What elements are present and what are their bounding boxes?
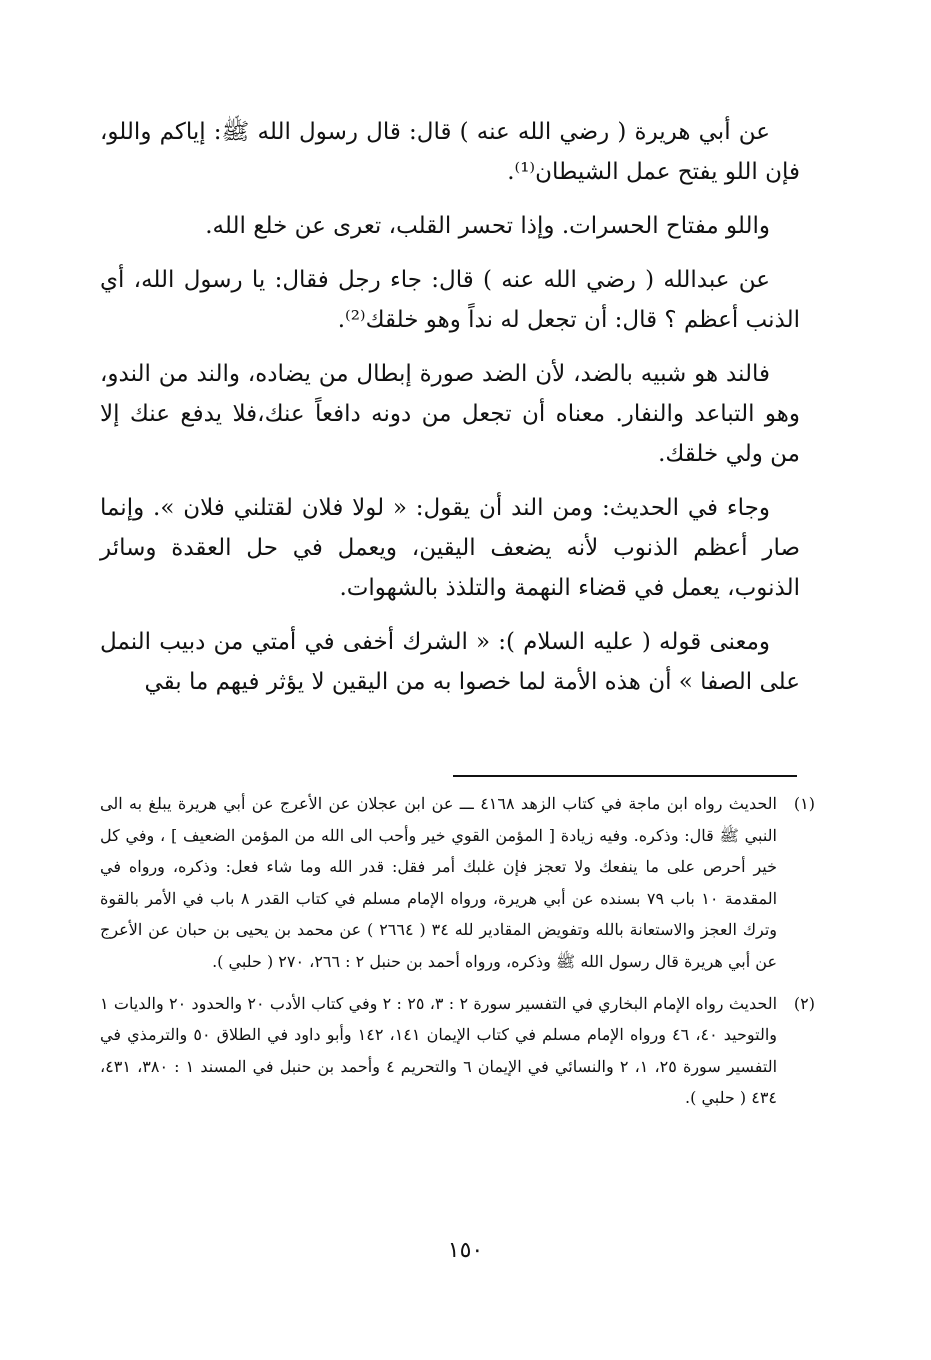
footnote-number: (١): [793, 794, 815, 813]
paragraph-6: ومعنى قوله ( عليه السلام ): « الشرك أخفى في أمتي من دبيب النمل على الصفا » أن هذه الأمة لما خصوا به من اليقين لا يؤثر فيهم ما بقي: [100, 629, 800, 695]
paragraph-2: واللو مفتاح الحسرات. وإذا تحسر القلب، تعرى عن خلع الله.: [205, 213, 770, 239]
paragraph-1: عن أبي هريرة ( رضي الله عنه ) قال: قال رسول الله ﷺ: إياكم واللو، فإن اللو يفتح عمل الشيطان⁽¹⁾.: [100, 119, 800, 185]
paragraph-3: عن عبدالله ( رضي الله عنه ) قال: جاء رجل فقال: يا رسول الله، أي الذنب أعظم ؟ قال: أن تجعل له نداً وهو خلقك⁽²⁾.: [100, 267, 800, 333]
footnote-text: الحديث رواه الإمام البخاري في التفسير سورة ٢ : ٣، ٢٥ : ٢ وفي كتاب الأدب ٢٠ والحدود ٢٠ والديات ١ والتوحيد ٤٠، ٤٦ ورواه الإمام مسلم في كتاب الإيمان ١٤١، ١٤٢ وأبو داود في الطلاق ٥٠ والترمذي في التفسير سورة ٢٥، ١، ٢ والنسائي في الإيمان ٦ والتحريم ٤ وأحمد بن حنبل في المسند ١ : ٣٨٠، ٤٣١، ٤٣٤ ( حلبي ).: [100, 993, 778, 1108]
footnote-2: [100, 988, 815, 1114]
footnotes-section: [100, 788, 815, 1124]
footnote-text: الحديث رواه ابن ماجة في كتاب الزهد ٤١٦٨ ـــ عن ابن عجلان عن الأعرج عن أبي هريرة يبلغ به الى النبي ﷺ قال: وذكره. وفيه زيادة [ المؤمن القوي خير وأحب الى الله من المؤمن الضعيف ] ، وفي كل خير أحرص على ما ينفعك ولا تعجز فإن غلبك أمر فقل: قدر الله وما شاء فعل: وذكره، ورواه في المقدمة ١٠ باب ٧٩ بسنده عن أبي هريرة، ورواه الإمام مسلم في كتاب القدر ٨ باب في الأمر بالقوة وترك العجز والاستعانة بالله وتفويض المقادير لله ٣٤ ( ٢٦٦٤ ) عن محمد بن يحيى بن حبان عن الأعرج عن أبي هريرة قال رسول الله ﷺ وذكره، ورواه أحمد بن حنبل ٢ : ٢٦٦، ٢٧٠ ( حلبي ).: [100, 794, 778, 971]
page-number: ١٥٠: [447, 1238, 484, 1263]
main-text: [100, 112, 800, 702]
paragraph-5: وجاء في الحديث: ومن الند أن يقول: « لولا فلان لقتلني فلان ». وإنما صار أعظم الذنوب لأنه يضعف اليقين، ويعمل في حل العقدة وسائر الذنوب، يعمل في قضاء النهمة والتلذذ بالشهوات.: [100, 495, 800, 601]
footnote-1: [100, 788, 815, 978]
footnote-number: (٢): [793, 993, 815, 1013]
footnote-divider: [453, 775, 797, 777]
paragraph-4: فالند هو شبيه بالضد، لأن الضد صورة إبطال من يضاده، والند من الندو، وهو التباعد والنفار. معناه أن تجعل من دونه دافعاً عنك،فلا يدفع عنك إلا من ولي خلقك.: [100, 361, 800, 467]
